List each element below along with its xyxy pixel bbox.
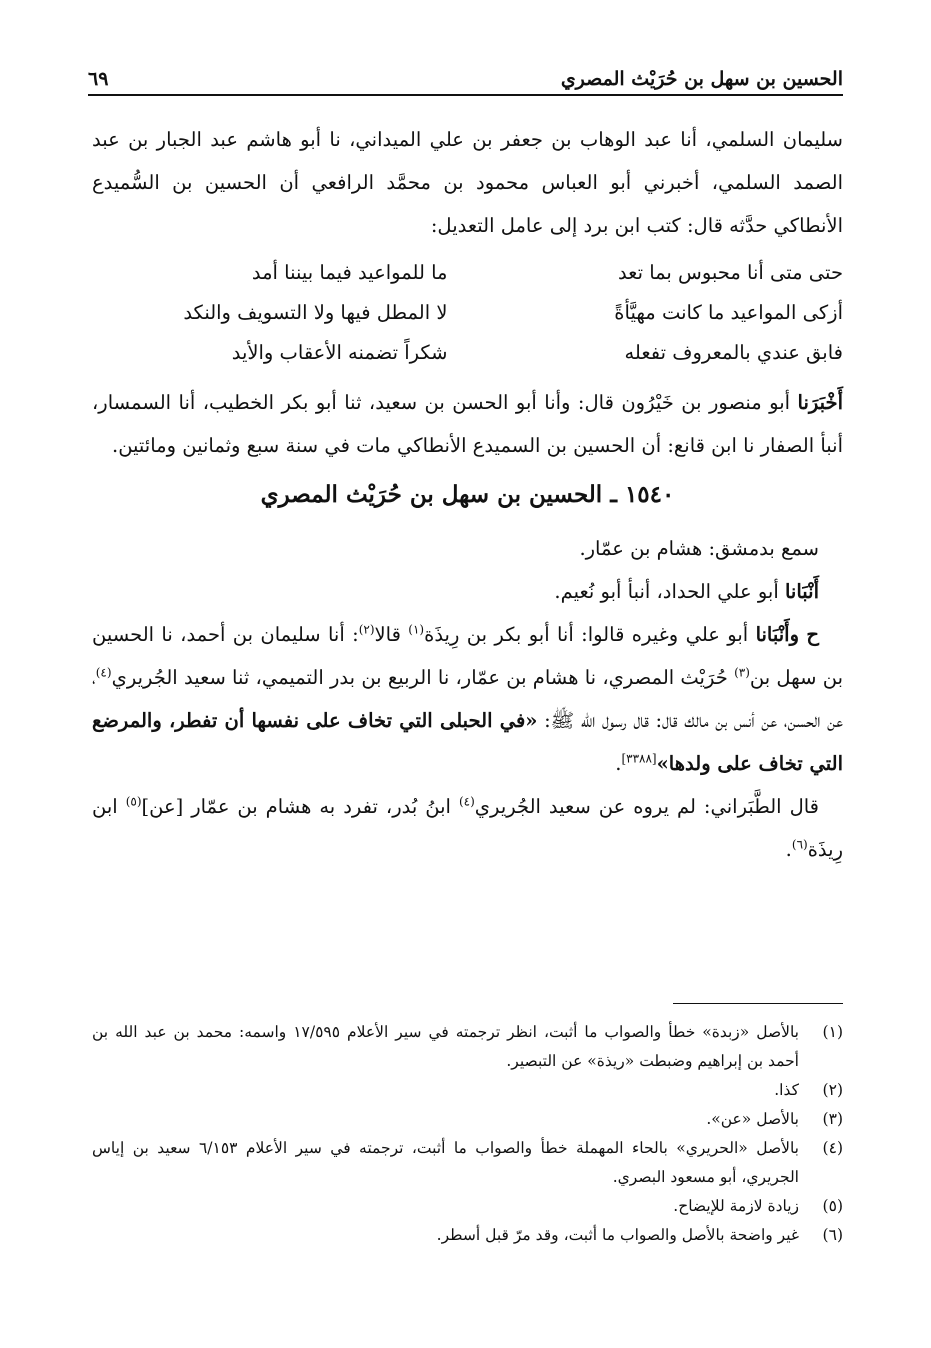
footnote-ref-4b[interactable]: (٤) [458, 794, 475, 809]
isnad-part-b: قالا [374, 623, 401, 646]
hadith-text: «في الحبلى التي تخاف على نفسها أن تفطر، والمرضع التي تخاف على ولدها» [92, 709, 843, 775]
akhbarana-lead: أَخْبَرَنا [797, 391, 843, 414]
footnote-ref-3[interactable]: (٣) [734, 665, 750, 680]
tabarani-part-b: ابنُ بُدر، تفرد به هشام بن عمّار [عن] [141, 795, 451, 818]
intro-paragraph [92, 118, 843, 247]
footnote [92, 1221, 843, 1250]
hadith-paragraph [92, 613, 843, 785]
footnote-text: زيادة لازمة للإيضاح. [673, 1197, 799, 1215]
footnote [92, 1134, 843, 1192]
intro-line-2: عبد الجبار بن عبد الصمد السلمي، أخبرني أبو العباس محمود بن محمَّد الرافعي أن [92, 128, 843, 194]
footnote-number: (٢) [822, 1081, 843, 1099]
tabarani-part-a: قال الطَّبَراني: لم يروه عن سعيد الجُريري [474, 795, 820, 818]
footnote-text: كذا. [774, 1081, 799, 1099]
anbana-text-1: أبو علي الحداد، أنبأ أبو نُعيم. [554, 580, 779, 603]
intro-line-3: الحسين بن السُّميدع الأنطاكي حدَّثه قال: كتب ابن برد إلى عامل التعديل: [92, 171, 843, 237]
verse-3-second-hemistich: شكراً تضمنه الأعقاب والأيد [231, 341, 448, 364]
verse-2-first-hemistich: أزكى المواعيد ما كانت مهيَّأةً [614, 301, 843, 324]
footnotes [92, 1018, 843, 1250]
footnote-number: (٣) [822, 1110, 843, 1128]
isnad-part-d: حُرَيْث المصري، نا هشام بن عمّار، نا الربيع بن بدر التميمي، ثنا سعيد الجُريري [111, 666, 728, 689]
poem [92, 253, 843, 373]
isnad-part-c: : أنا سليمان بن أحمد، نا الحسين بن سهل بن [92, 623, 844, 689]
hadith-reference: [٣٣٨٨] [621, 751, 657, 766]
tabarani-part-c: ابن رِيذَة [92, 795, 843, 861]
footnote-ref-5[interactable]: (٥) [125, 794, 142, 809]
footnote-ref-4[interactable]: (٤) [95, 665, 112, 680]
footnote-number: (٥) [822, 1197, 843, 1215]
tabarani-paragraph [92, 785, 843, 871]
footnote [92, 1105, 843, 1134]
page-number: ٦٩ [88, 68, 109, 90]
footnote-separator [673, 1003, 843, 1004]
verse-2-second-hemistich: لا المطل فيها ولا التسويف والنكد [183, 301, 448, 324]
footnote [92, 1192, 843, 1221]
footnote-text: بالأصل «عن». [706, 1110, 799, 1128]
footnote-number: (١) [822, 1023, 843, 1041]
verse-1-first-hemistich: حتى متى أنا محبوس بما تعد [617, 261, 843, 284]
tabarani-end: . [785, 838, 792, 861]
footnote-ref-1[interactable]: (١) [408, 622, 425, 637]
akhbarana-text: أبو منصور بن خَيْرُون قال: وأنا أبو الحسن بن سعيد، ثنا أبو بكر الخطيب، أنا السمسار، أنبأ الصفار نا ابن قانع: أن الحسين بن السميدع الأنطاكي مات في سنة سبع وثمانين ومائتين. [92, 391, 843, 457]
isnad-part-e: ، عن الحسن، عن أنس بن مالك قال: قال رسول الله ﷺ: [92, 666, 843, 732]
anbana-lead-1: أَنْبَانا [784, 580, 819, 603]
verse-3-first-hemistich: فابق عندي بالمعروف تفعله [624, 341, 843, 364]
akhbarana-paragraph [92, 381, 843, 467]
section-title: ١٥٤٠ ـ الحسين بن سهل بن حُرَيْث المصري [260, 481, 675, 508]
page-header [88, 52, 843, 96]
sami-line: سمع بدمشق: هشام بن عمّار. [579, 537, 819, 560]
verse-1-second-hemistich: ما للمواعيد فيما بيننا أمد [251, 261, 448, 284]
footnote-number: (٦) [822, 1226, 843, 1244]
isnad-part-a: أبو علي وغيره قالوا: أنا أبو بكر بن رِيذَة [424, 623, 749, 646]
footnote-text: بالأصل «زبدة» خطأ والصواب ما أثبت، انظر ترجمته في سير الأعلام ١٧/٥٩٥ واسمه: محمد بن عبد الله بن أحمد بن إبراهيم وضبطت «ريذة» عن التبصير. [92, 1023, 799, 1070]
anbana-lead-2: وأَنْبَانا [755, 623, 800, 646]
anbana-line-1 [92, 570, 843, 613]
intro-line-1: سليمان السلمي، أنا عبد الوهاب بن جعفر بن علي الميداني، نا أبو هاشم [246, 128, 843, 151]
running-title: الحسين بن سهل بن حُرَيْث المصري [560, 68, 843, 90]
ha-marker: ح [806, 623, 819, 646]
footnote [92, 1018, 843, 1076]
page-body [92, 118, 843, 871]
footnote-ref-2[interactable]: (٢) [358, 622, 375, 637]
footnote-ref-6[interactable]: (٦) [791, 837, 808, 852]
footnote-text: غير واضحة بالأصل والصواب ما أثبت، وقد مرّ قبل أسطر. [436, 1226, 799, 1244]
footnote [92, 1076, 843, 1105]
hadith-end: . [615, 752, 622, 775]
footnote-number: (٤) [822, 1139, 843, 1157]
footnote-text: بالأصل «الحريري» بالحاء المهملة خطأ والصواب ما أثبت، ترجمته في سير الأعلام ٦/١٥٣ سعيد بن إياس الجريري، أبو مسعود البصري. [92, 1139, 799, 1186]
